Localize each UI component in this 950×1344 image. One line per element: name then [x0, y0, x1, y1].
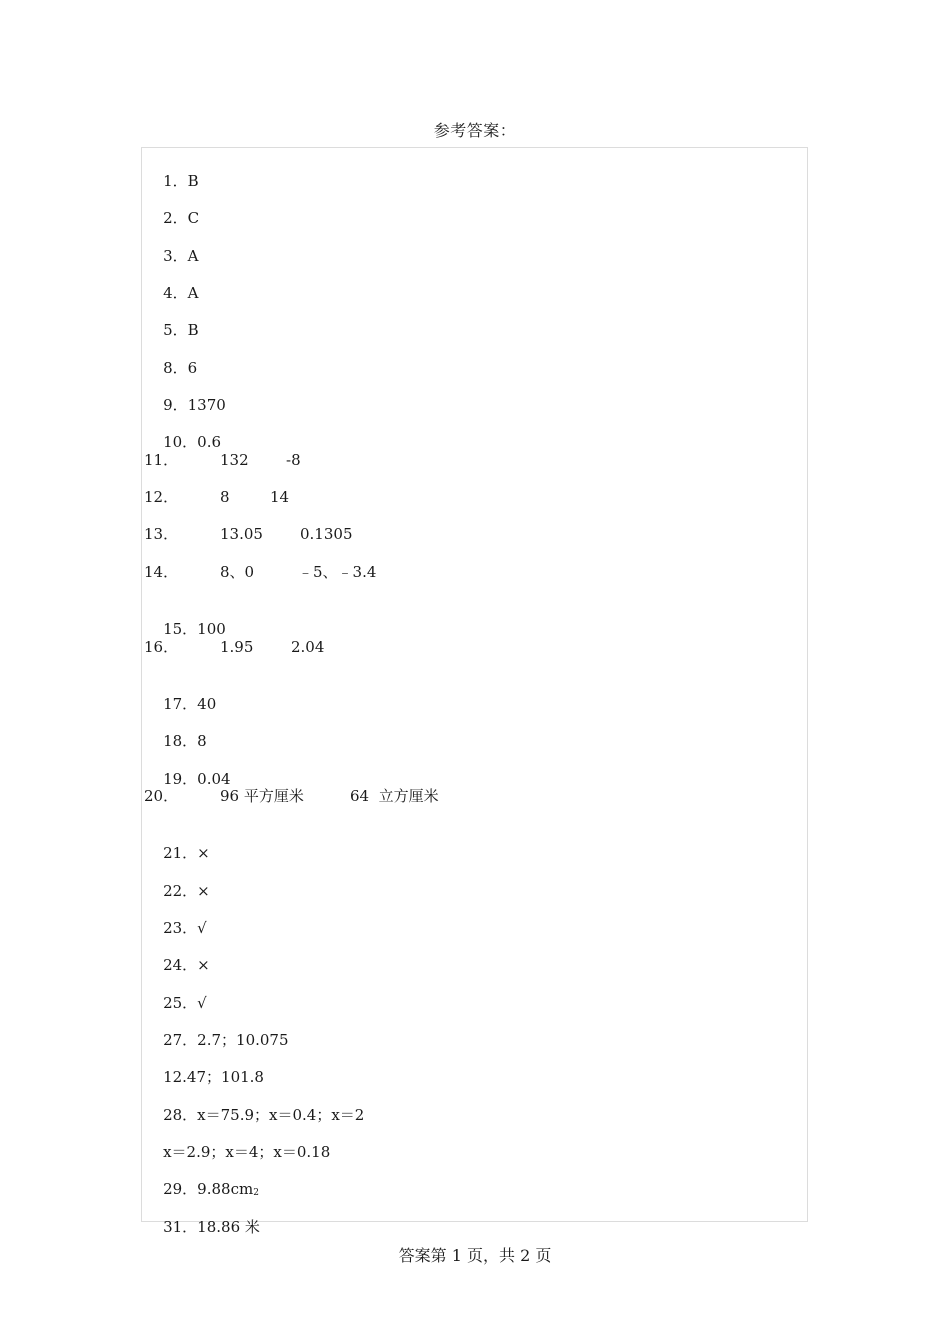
answer-value: 8 [220, 488, 230, 506]
answer-value: A [187, 247, 199, 265]
answer-number: 4． [163, 284, 188, 302]
answer-number: 19． [163, 770, 198, 788]
answer-row [144, 562, 744, 582]
page-title: 参考答案： [433, 121, 517, 140]
answer-value: 0.1305 [300, 525, 353, 543]
answer-number: 16． [144, 638, 179, 656]
answer-number: 17． [163, 695, 198, 713]
answer-value: 2.04 [291, 638, 325, 656]
answer-number: 28． [163, 1106, 198, 1124]
answer-value: ﹣5、﹣3.4 [298, 563, 377, 581]
answer-value: 96 平方厘米 [220, 787, 304, 805]
answer-number: 1． [163, 172, 188, 190]
answer-row [144, 450, 744, 470]
answer-value: 0.6 [197, 433, 222, 451]
answer-number: 14． [144, 563, 179, 581]
superscript-exponent: 2 [253, 1188, 259, 1198]
answer-number: 15． [163, 620, 198, 638]
answer-number: 10． [163, 433, 198, 451]
answer-list [141, 147, 808, 1236]
answer-value: -8 [286, 451, 301, 469]
answer-value: √ [197, 994, 207, 1012]
answer-value: 8、0 [220, 563, 255, 581]
answer-value: B [187, 321, 199, 339]
answer-number: 12． [144, 488, 179, 506]
answer-number: 24． [163, 956, 198, 974]
answer-number: 23． [163, 919, 198, 937]
answer-value: 18.86 米 [197, 1218, 260, 1236]
answer-number: 13． [144, 525, 179, 543]
answer-row [144, 637, 744, 657]
answer-number: 8． [163, 359, 188, 377]
answer-value: 12.47；101.8 [163, 1068, 264, 1086]
answer-row [144, 524, 744, 544]
answer-value: × [197, 882, 210, 900]
answer-value: 13.05 [220, 525, 263, 543]
answer-value: 14 [270, 488, 290, 506]
answer-number: 31． [163, 1218, 198, 1236]
answer-number: 27． [163, 1031, 198, 1049]
answer-value: 100 [197, 620, 226, 638]
answer-number: 9． [163, 396, 188, 414]
answer-number: 3． [163, 247, 188, 265]
answer-value: A [187, 284, 199, 302]
answer-value: √ [197, 919, 207, 937]
answer-row [144, 487, 744, 507]
answer-value: x＝2.9；x＝4；x＝0.18 [163, 1143, 331, 1161]
answer-value: 2.7；10.075 [197, 1031, 289, 1049]
page-footer: 答案第 1 页，共 2 页 [398, 1246, 552, 1265]
answer-number: 21． [163, 844, 198, 862]
answer-value: 0.04 [197, 770, 231, 788]
answer-number: 5． [163, 321, 188, 339]
answer-row [144, 786, 744, 806]
answer-value: × [197, 844, 210, 862]
answer-number: 2． [163, 209, 188, 227]
answer-value: x＝75.9；x＝0.4；x＝2 [197, 1106, 365, 1124]
answer-value: 8 [197, 732, 207, 750]
answer-value: 9.88cm [197, 1180, 254, 1198]
answer-value: 6 [187, 359, 198, 377]
answer-number: 20． [144, 787, 179, 805]
answer-value: 40 [197, 695, 217, 713]
answer-number: 25． [163, 994, 198, 1012]
answer-value: 1370 [187, 396, 226, 414]
answer-value: B [187, 172, 199, 190]
answer-number: 29． [163, 1180, 198, 1198]
answer-value: 64 立方厘米 [350, 787, 439, 805]
answer-number: 11． [144, 451, 179, 469]
answer-value: × [197, 956, 210, 974]
answer-value: 1.95 [220, 638, 254, 656]
answer-value: C [187, 209, 200, 227]
answer-value: 132 [220, 451, 249, 469]
answer-number: 18． [163, 732, 198, 750]
answer-number: 22． [163, 882, 198, 900]
